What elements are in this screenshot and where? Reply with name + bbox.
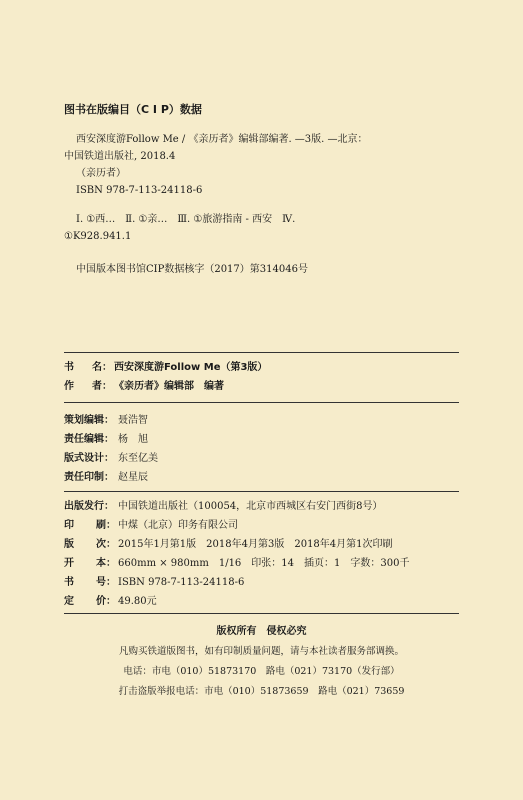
cip-line-5: Ⅰ. ①西… Ⅱ. ①亲… Ⅲ. ①旅游指南 - 西安 Ⅳ. <box>76 214 296 225</box>
editor-value: 聂浩智 <box>118 415 148 426</box>
book-author-value: 《亲历者》编辑部 编著 <box>114 381 224 392</box>
publisher-label: 出版发行： <box>64 501 114 512</box>
cip-line-2: 中国铁道出版社, 2018.4 <box>64 151 176 162</box>
format-label: 开 本： <box>64 558 116 569</box>
editor-row <box>64 468 464 487</box>
editor-label: 责任编辑： <box>64 434 114 445</box>
cip-block <box>64 103 484 277</box>
book-info <box>64 358 464 396</box>
editor-row <box>64 411 464 430</box>
quality-notice: 凡购买铁道版图书，如有印制质量问题，请与本社读者服务部调换。 <box>118 646 404 657</box>
divider-3 <box>64 491 459 492</box>
editor-value: 东至亿美 <box>118 453 158 464</box>
divider-4 <box>64 613 459 614</box>
divider-2 <box>64 402 459 403</box>
edition-value: 2015年1月第1版 2018年4月第3版 2018年4月第1次印刷 <box>118 539 393 550</box>
cip-line-4: ISBN 978-7-113-24118-6 <box>76 185 203 196</box>
contact-phone: 电话：市电（010）51873170 路电（021）73170（发行部） <box>123 666 400 677</box>
publish-info <box>64 497 464 611</box>
price-row <box>64 592 464 611</box>
book-author-label: 作 者： <box>64 381 112 392</box>
isbn-value: ISBN 978-7-113-24118-6 <box>118 577 245 588</box>
editor-info <box>64 411 464 487</box>
price-label: 定 价： <box>64 596 116 607</box>
edition-row <box>64 535 464 554</box>
book-title-row <box>64 358 464 377</box>
editor-label: 策划编辑： <box>64 415 114 426</box>
format-row <box>64 554 464 573</box>
price-value: 49.80元 <box>118 596 157 607</box>
editor-value: 杨 旭 <box>118 434 148 445</box>
publisher-row <box>64 497 464 516</box>
piracy-hotline: 打击盗版举报电话：市电（010）51873659 路电（021）73659 <box>118 686 405 697</box>
printer-row <box>64 516 464 535</box>
cip-line-1: 西安深度游Follow Me / 《亲历者》编辑部编著. —3版. —北京： <box>76 134 368 145</box>
editor-label: 责任印制： <box>64 472 114 483</box>
editor-row <box>64 449 464 468</box>
book-title-value: 西安深度游Follow Me（第3版） <box>114 362 268 373</box>
divider-1 <box>64 352 459 353</box>
isbn-row <box>64 573 464 592</box>
editor-value: 赵星辰 <box>118 472 148 483</box>
rights-reserved: 版权所有 侵权必究 <box>216 626 307 637</box>
cip-data-number: 中国版本图书馆CIP数据核字（2017）第314046号 <box>76 264 308 275</box>
rights-footer <box>0 622 523 702</box>
cip-title: 图书在版编目（C I P）数据 <box>64 103 202 116</box>
book-title-label: 书 名： <box>64 362 112 373</box>
printer-label: 印 刷： <box>64 520 116 531</box>
edition-label: 版 次： <box>64 539 116 550</box>
format-value: 660mm × 980mm 1/16 印张：14 插页：1 字数：300千 <box>118 558 410 569</box>
cip-line-6: ①K928.941.1 <box>64 231 132 242</box>
publisher-value: 中国铁道出版社（100054，北京市西城区右安门西街8号） <box>118 501 383 512</box>
book-author-row <box>64 377 464 396</box>
editor-row <box>64 430 464 449</box>
isbn-label: 书 号： <box>64 577 116 588</box>
cip-line-3: （亲历者） <box>76 168 126 179</box>
printer-value: 中煤（北京）印务有限公司 <box>118 520 238 531</box>
editor-label: 版式设计： <box>64 453 114 464</box>
